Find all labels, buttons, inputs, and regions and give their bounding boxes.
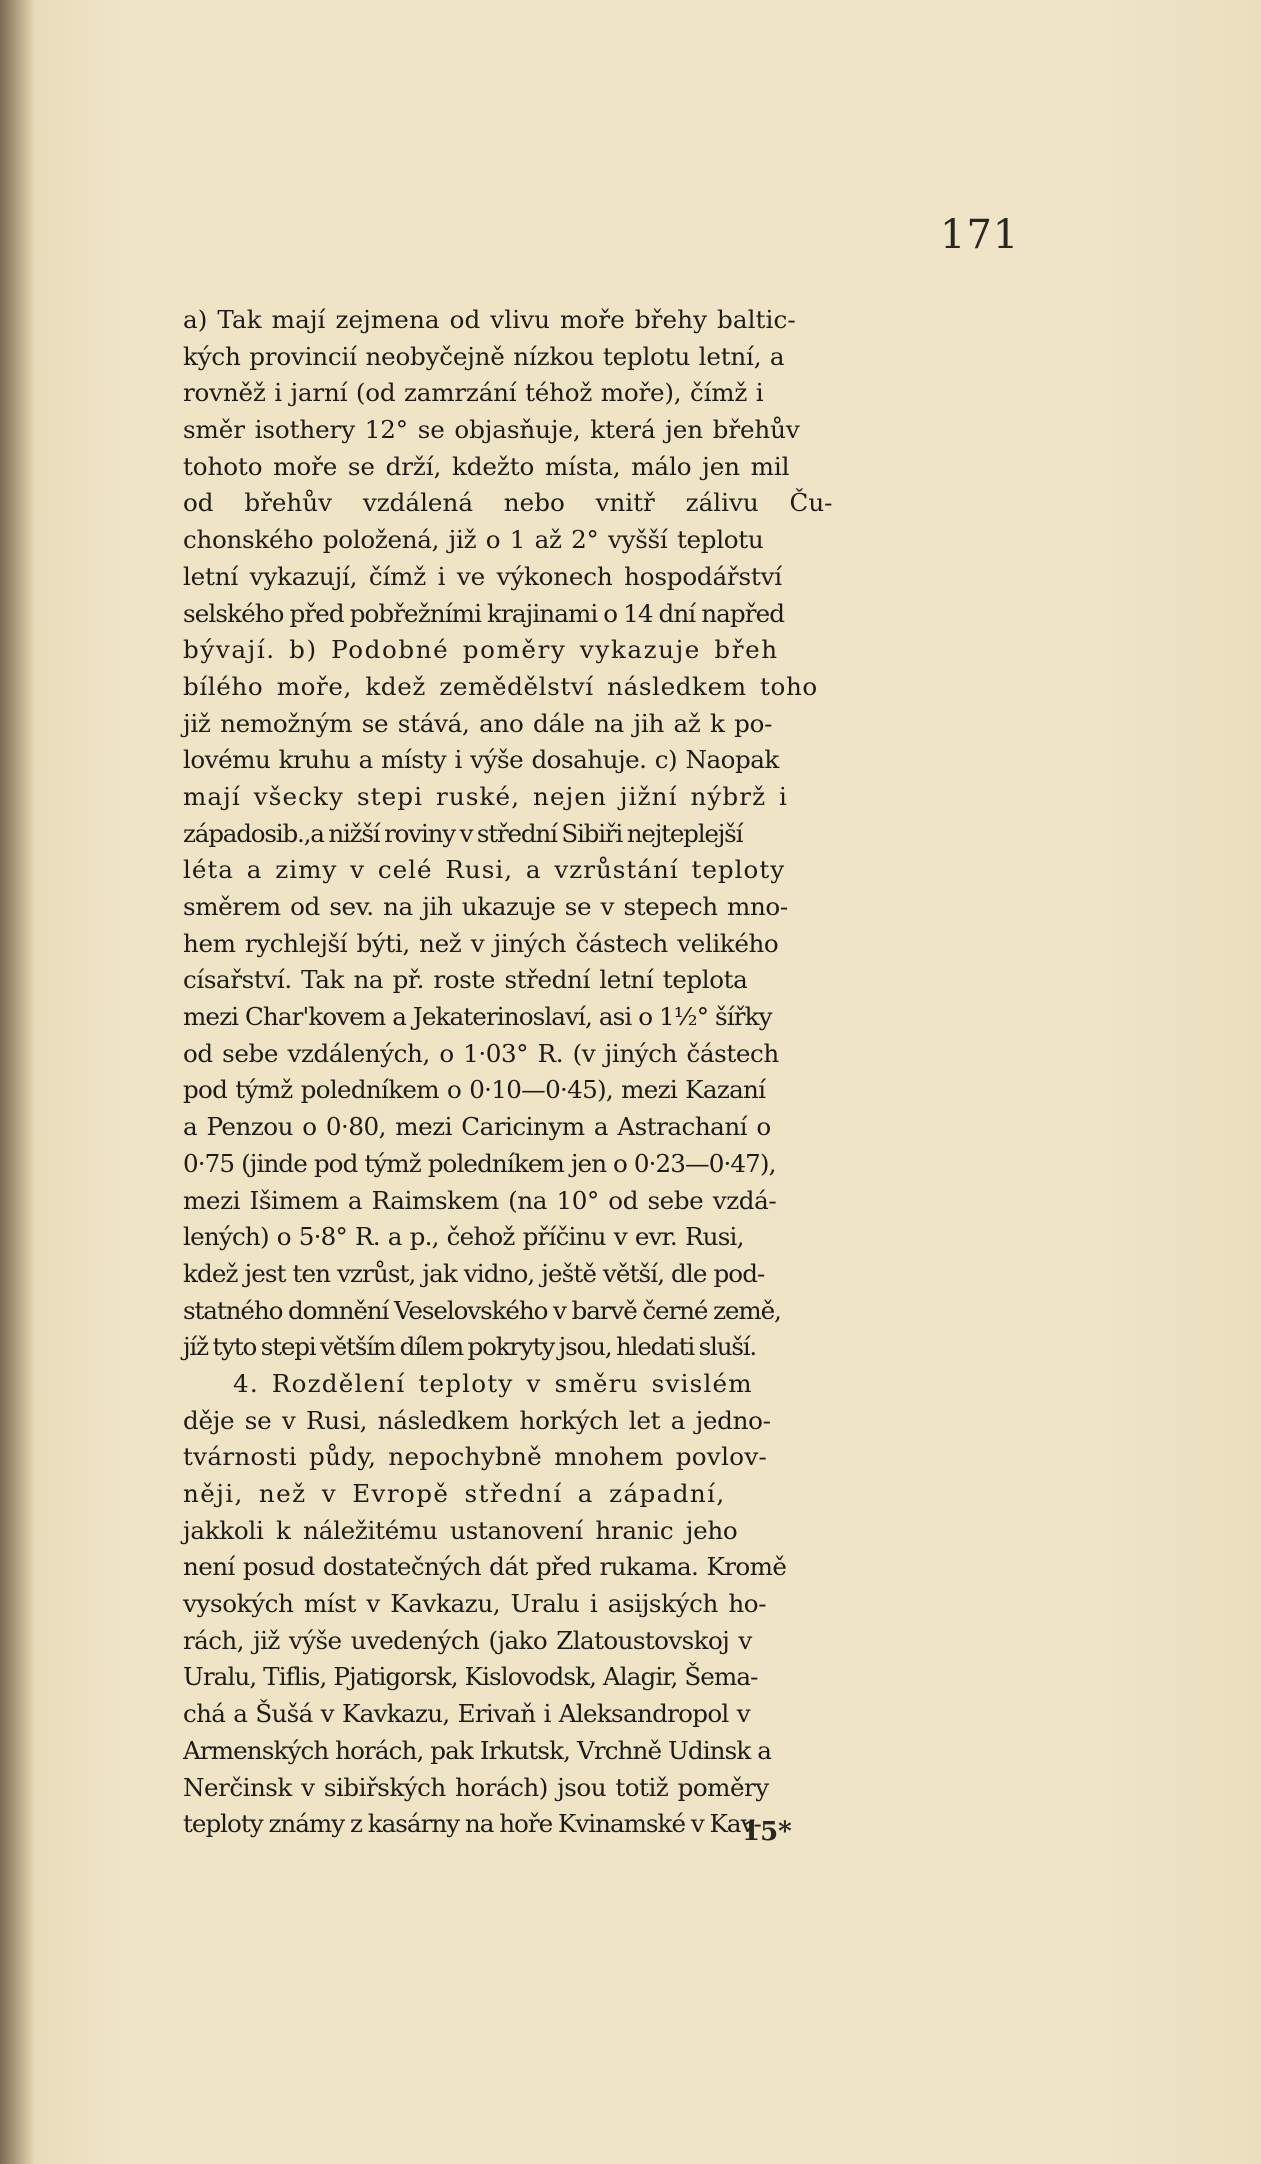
text-line-38: Uralu, Tiflis, Pjatigorsk, Kislovodsk, Alagir, Šema- bbox=[183, 1662, 758, 1692]
text-line-18: hem rychlejší býti, než v jiných částech velikého bbox=[183, 928, 779, 958]
text-line-16: léta a zimy v celé Rusi, a vzrůstání teploty bbox=[183, 855, 786, 885]
text-line-12: již nemožným se stává, ano dále na jih až k po- bbox=[183, 708, 773, 738]
text-line-36: vysokých míst v Kavkazu, Uralu i asijských ho- bbox=[183, 1589, 767, 1619]
text-line-5: tohoto moře se drží, kdežto místa, málo jen mil bbox=[183, 451, 790, 481]
text-line-10: bývají. b) Podobné poměry vykazuje břeh bbox=[183, 635, 779, 665]
text-line-41: Nerčinsk v sibiřských horách) jsou totiž poměry bbox=[183, 1772, 769, 1802]
text-line-26: lených) o 5·8° R. a p., čehož příčinu v evr. Rusi, bbox=[183, 1222, 744, 1252]
text-line-37: rách, již výše uvedených (jako Zlatoustovskoj v bbox=[183, 1625, 752, 1655]
text-line-28: statného domnění Veselovského v barvě černé země, bbox=[183, 1295, 781, 1325]
text-line-27: kdež jest ten vzrůst, jak vidno, ještě větší, dle pod- bbox=[183, 1258, 765, 1288]
text-line-15: západosib.,a nižší roviny v střední Sibiři nejteplejší bbox=[183, 818, 743, 848]
text-line-4: směr isothery 12° se objasňuje, která jen břehův bbox=[183, 415, 800, 445]
text-line-3: rovněž i jarní (od zamrzání téhož moře), čímž i bbox=[183, 378, 764, 408]
text-line-42: teploty známy z kasárny na hoře Kvinamské v Kav- bbox=[183, 1809, 761, 1839]
page-number: 171 bbox=[940, 212, 1020, 258]
text-line-7: chonského položená, již o 1 až 2° vyšší teplotu bbox=[183, 525, 764, 555]
text-line-34: jakkoli k náležitému ustanovení hranic jeho bbox=[183, 1515, 738, 1545]
text-line-9: selského před pobřežními krajinami o 14 dní napřed bbox=[183, 598, 785, 628]
text-line-24: 0·75 (jinde pod týmž poledníkem jen o 0·23—0·47), bbox=[183, 1148, 776, 1178]
text-line-20: mezi Char'kovem a Jekaterinoslaví, asi o 1½° šířky bbox=[183, 1002, 772, 1032]
text-line-22: pod týmž poledníkem o 0·10—0·45), mezi Kazaní bbox=[183, 1075, 766, 1105]
text-line-35: není posud dostatečných dát před rukama. Kromě bbox=[183, 1552, 787, 1582]
text-line-29: jíž tyto stepi větším dílem pokryty jsou, hledati sluší. bbox=[183, 1332, 757, 1362]
text-line-17: směrem od sev. na jih ukazuje se v stepech mno- bbox=[183, 892, 788, 921]
text-line-1: a) Tak mají zejmena od vlivu moře břehy baltic- bbox=[183, 305, 796, 334]
text-line-8: letní vykazují, čímž i ve výkonech hospodářství bbox=[183, 561, 782, 591]
text-line-25: mezi Išimem a Raimskem (na 10° od sebe vzdá- bbox=[183, 1185, 777, 1215]
text-line-21: od sebe vzdálených, o 1·03° R. (v jiných částech bbox=[183, 1038, 779, 1068]
text-line-32: tvárnosti půdy, nepochybně mnohem povlov- bbox=[183, 1442, 768, 1472]
text-line-23: a Penzou o 0·80, mezi Caricinym a Astrachaní o bbox=[183, 1112, 771, 1142]
text-line-31: děje se v Rusi, následkem horkých let a jedno- bbox=[183, 1405, 771, 1435]
text-line-2: kých provincií neobyčejně nízkou teplotu letní, a bbox=[183, 341, 785, 371]
text-line-19: císařství. Tak na př. roste střední letní teplota bbox=[183, 965, 748, 995]
text-line-13: lovému kruhu a místy i výše dosahuje. c) Naopak bbox=[183, 745, 779, 775]
text-line-14: mají všecky stepi ruské, nejen jižní nýbrž i bbox=[183, 781, 789, 811]
text-line-6: od břehův vzdálená nebo vnitř zálivu Ču- bbox=[183, 488, 833, 518]
text-line-11: bílého moře, kdež zemědělství následkem toho bbox=[183, 671, 818, 701]
book-spine-shadow bbox=[0, 0, 34, 2164]
text-line-30: 4. Rozdělení teploty v směru svislém bbox=[233, 1368, 753, 1398]
text-line-40: Armenských horách, pak Irkutsk, Vrchně Udinsk a bbox=[183, 1735, 771, 1765]
text-line-33: něji, než v Evropě střední a západní, bbox=[183, 1479, 726, 1508]
body-text bbox=[183, 302, 1019, 1843]
text-line-39: chá a Šušá v Kavkazu, Erivaň i Aleksandropol v bbox=[183, 1699, 750, 1729]
signature-mark: 15* bbox=[742, 1817, 792, 1847]
